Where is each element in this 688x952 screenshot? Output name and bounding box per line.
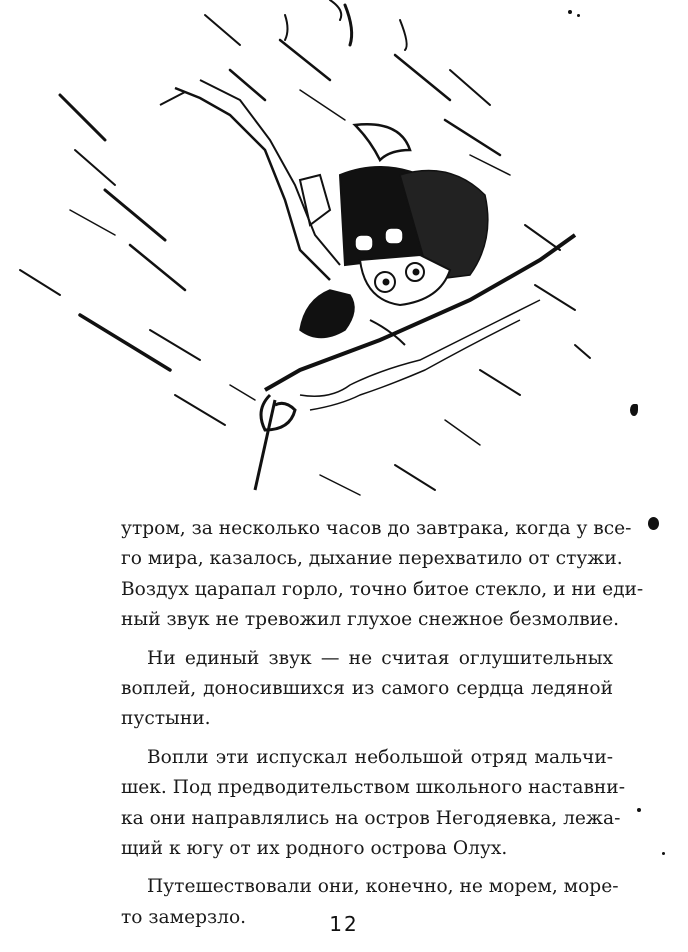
ink-speck: [662, 852, 665, 855]
ink-speck: [577, 14, 580, 17]
text-line: Вопли эти испускал небольшой отряд мальчи-: [147, 746, 613, 768]
text-line: ка они направлялись на остров Негодяевка, лежа-: [121, 807, 621, 829]
text-line: утром, за несколько часов до завтрака, когда у все-: [121, 518, 632, 539]
page-number: 12: [329, 912, 359, 936]
text-line: пустыни.: [121, 708, 211, 730]
ink-speck: [568, 10, 572, 14]
text-line: шек. Под предводительством школьного наставни-: [121, 777, 625, 799]
text-line: воплей, доносившихся из самого сердца ледяной: [121, 677, 613, 699]
text-line: Путешествовали они, конечно, не морем, море-: [147, 876, 619, 898]
text-line: Ни единый звук — не считая оглушительных: [147, 647, 613, 669]
text-line: то замерзло.: [121, 906, 247, 928]
text-line: щий к югу от их родного острова Олух.: [121, 837, 508, 859]
blizzard-streaks: [20, 0, 590, 495]
text-line: Воздух царапал горло, точно битое стекло, и ни еди-: [121, 578, 644, 600]
ink-speck: [637, 808, 641, 812]
text-line: ный звук не тревожил глухое снежное безмолвие.: [121, 609, 620, 631]
ink-blot: [648, 517, 659, 530]
body-text: [121, 514, 644, 933]
text-line: го мира, казалось, дыхание перехватило от стужи.: [121, 548, 623, 570]
ink-blot: [630, 404, 638, 416]
viking-figure: [160, 80, 575, 490]
